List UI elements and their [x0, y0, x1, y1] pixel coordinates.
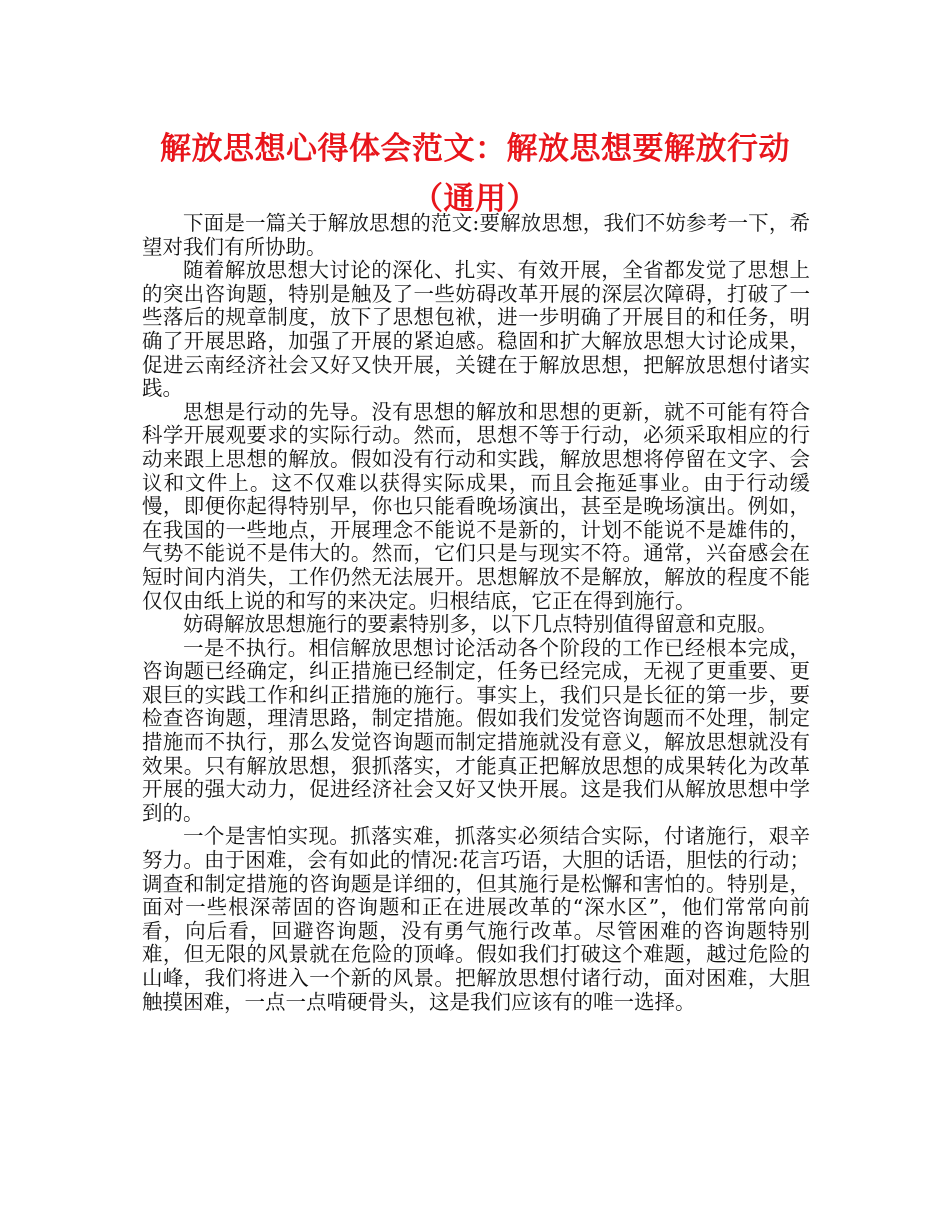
- paragraph-thought-and-action: 思想是行动的先导。没有思想的解放和思想的更新，就不可能有符合科学开展观要求的实际行动。然而，思想不等于行动，必须采取相应的行动来跟上思想的解放。假如没有行动和实践，解放思想将停留在文字、会议和文件上。这不仅难以获得实际成果，而且会拖延事业。由于行动缓慢，即便你起得特别早，你也只能看晚场演出，甚至是晚场演出。例如，在我国的一些地点，开展理念不能说不是新的，计划不能说不是雄伟的，气势不能说不是伟大的。然而，它们只是与现实不符。通常，兴奋感会在短时间内消失，工作仍然无法展开。思想解放不是解放，解放的程度不能仅仅由纸上说的和写的来决定。归根结底，它正在得到施行。: [142, 399, 810, 613]
- paragraph-point-one: 一是不执行。相信解放思想讨论活动各个阶段的工作已经根本完成，咨询题已经确定，纠正措施已经制定，任务已经完成，无视了更重要、更艰巨的实践工作和纠正措施的施行。事实上，我们只是长征的第一步，要检查咨询题，理清思路，制定措施。假如我们发觉咨询题而不处理，制定措施而不执行，那么发觉咨询题而制定措施就没有意义，解放思想就没有效果。只有解放思想，狠抓落实，才能真正把解放思想的成果转化为改革开展的强大动力，促进经济社会又好又快开展。这是我们从解放思想中学到的。: [142, 635, 810, 825]
- paragraph-obstacles: 妨碍解放思想施行的要素特别多，以下几点特别值得留意和克服。: [183, 612, 778, 637]
- paragraph-point-two: 一个是害怕实现。抓落实难，抓落实必须结合实际，付诸施行，艰辛努力。由于困难，会有如此的情况:花言巧语，大胆的话语，胆怯的行动；调查和制定措施的咨询题是详细的，但其施行是松懈和害怕的。特别是，面对一些根深蒂固的咨询题和正在进展改革的“深水区”，他们常常向前看，向后看，回避咨询题，没有勇气施行改革。尽管困难的咨询题特别难，但无限的风景就在危险的顶峰。假如我们打破这个难题，越过危险的山峰，我们将进入一个新的风景。把解放思想付诸行动，面对困难，大胆触摸困难，一点一点啃硬骨头，这是我们应该有的唯一选择。: [142, 824, 810, 1014]
- paragraph-background: 随着解放思想大讨论的深化、扎实、有效开展，全省都发觉了思想上的突出咨询题，特别是触及了一些妨碍改革开展的深层次障碍，打破了一些落后的规章制度，放下了思想包袱，进一步明确了开展目的和任务，明确了开展思路，加强了开展的紧迫感。稳固和扩大解放思想大讨论成果，促进云南经济社会又好又快开展，关键在于解放思想，把解放思想付诸实践。: [142, 258, 810, 401]
- document-title: 解放思想心得体会范文：解放思想要解放行动（通用）: [160, 131, 790, 217]
- document-body: [142, 212, 810, 1014]
- paragraph-intro: 下面是一篇关于解放思想的范文:要解放思想，我们不妨参考一下，希望对我们有所协助。: [142, 211, 810, 259]
